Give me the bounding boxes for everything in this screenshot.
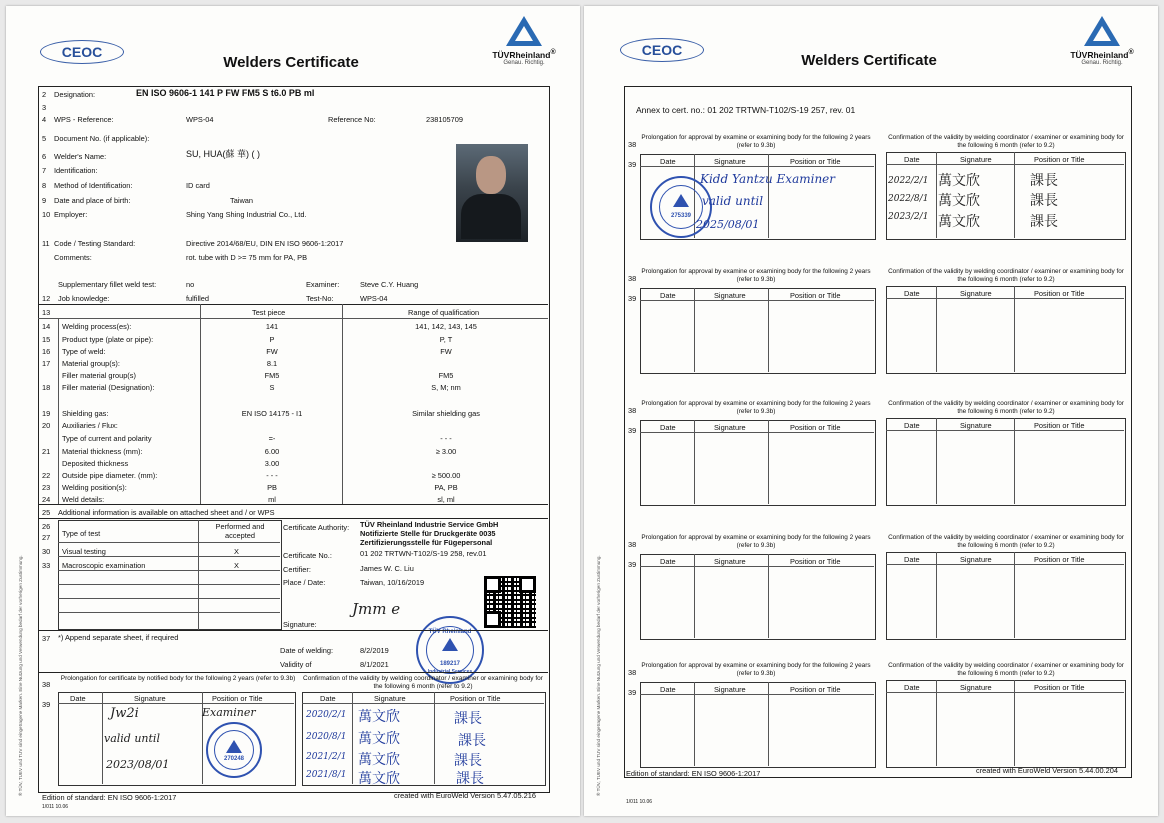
test-no-value: WPS-04 xyxy=(360,294,388,303)
spec-label: Material group(s): xyxy=(62,359,120,368)
place-date-value: Taiwan, 10/16/2019 xyxy=(360,578,425,587)
col-test-piece: Test piece xyxy=(252,308,286,317)
wps-reference-label: WPS - Reference: xyxy=(54,115,114,124)
row-number: 6 xyxy=(42,152,47,161)
annex-confirmation-table xyxy=(886,418,1126,506)
page-title: Welders Certificate xyxy=(801,52,937,69)
spec-test-value: FW xyxy=(266,347,278,356)
spec-range-value: Similar shielding gas xyxy=(412,409,480,418)
spec-label: Weld details: xyxy=(62,495,105,504)
certificate-page-1 xyxy=(6,6,580,816)
spec-range-value: FM5 xyxy=(438,371,454,380)
col-signature: Signature xyxy=(714,291,746,300)
ceoc-logo: CEOC xyxy=(40,40,124,64)
confirm-title-2: 課長 xyxy=(458,733,486,749)
annex-valid-date: 2025/08/01 xyxy=(696,218,760,231)
spec-range-value: S, M; nm xyxy=(431,383,461,392)
annex-prolongation-text: Prolongation for approval by examine or examining body for the following 2 years (refer to 9.3b) xyxy=(641,662,871,677)
spec-range-value: P, T xyxy=(439,335,453,344)
designation-value: EN ISO 9606-1 141 P FW FM5 S t6.0 PB ml xyxy=(136,88,315,98)
col-position: Position or Title xyxy=(790,157,841,166)
tuv-name: TÜVRheinland xyxy=(492,49,551,60)
spec-label: Welding position(s): xyxy=(62,483,127,492)
row-number: 38 xyxy=(628,140,637,149)
col-date: Date xyxy=(904,155,920,164)
stamp-number: 189217 xyxy=(439,661,461,667)
col-signature: Signature xyxy=(374,694,406,703)
spec-test-value: 3.00 xyxy=(264,459,280,468)
cert-no-value: 01 202 TRTWN-T102/S-19 258, rev.01 xyxy=(360,549,487,558)
spec-range-value: 141, 142, 143, 145 xyxy=(415,322,477,331)
comments-value: rot. tube with D >= 75 mm for PA, PB xyxy=(186,253,308,262)
row-number: 38 xyxy=(628,668,637,677)
col-signature: Signature xyxy=(960,155,992,164)
stamp-bottom-text: Industrial Services xyxy=(427,669,473,675)
annex-confirmation-table xyxy=(886,552,1126,640)
tests-head-type: Type of test xyxy=(62,529,101,538)
date-of-welding-value: 8/2/2019 xyxy=(360,646,389,655)
col-position: Position or Title xyxy=(450,694,501,703)
row-number: 7 xyxy=(42,166,47,175)
col-signature: Signature xyxy=(960,289,992,298)
spec-range-value: ≥ 500.00 xyxy=(431,471,461,480)
col-position: Position or Title xyxy=(1034,421,1085,430)
supplementary-label: Supplementary fillet weld test: xyxy=(58,280,157,289)
spec-test-value: 141 xyxy=(265,322,279,331)
tuv-logo xyxy=(484,16,564,66)
annex-prolongation-text: Prolongation for approval by examine or examining body for the following 2 years (refer to 9.3b) xyxy=(641,400,871,415)
confirm-signature-3: 萬文欣 xyxy=(358,752,400,768)
welder-name-label: Welder's Name: xyxy=(54,152,107,161)
footer-code: 1/011 10.06 xyxy=(626,799,653,805)
tuv-registered: ® xyxy=(1128,48,1134,56)
examiner-label: Examiner: xyxy=(306,280,340,289)
annex-confirmation-table xyxy=(886,680,1126,768)
spec-label: Outside pipe diameter. (mm): xyxy=(62,471,158,480)
col-signature: Signature xyxy=(134,694,166,703)
authority-line2: Notifizierte Stelle für Druckgeräte 0035 xyxy=(360,529,496,538)
validity-label: Validity of xyxy=(280,660,312,669)
annex-confirmation-text: Confirmation of the validity by welding coordinator / examiner or examining body for the following 6 month (refer to 9.2) xyxy=(888,662,1124,677)
employer-value: Shing Yang Shing Industrial Co., Ltd. xyxy=(186,210,307,219)
row-number: 8 xyxy=(42,181,47,190)
row-number: 23 xyxy=(42,483,51,492)
side-trademark-note: ® TÜV, TUEV und TUV sind eingetragene Marken. Eine Nutzung und Verwendung bedarf der vorherigen Zustimmung. xyxy=(18,555,23,796)
row-number: 15 xyxy=(42,335,51,344)
col-position: Position or Title xyxy=(790,423,841,432)
col-position: Position or Title xyxy=(1034,683,1085,692)
identification-label: Identification: xyxy=(54,166,98,175)
certifier-value: James W. C. Liu xyxy=(360,564,414,573)
additional-info: Additional information is available on attached sheet and / or WPS xyxy=(58,508,275,517)
row-number: 33 xyxy=(42,561,51,570)
tuv-name: TÜVRheinland xyxy=(1070,49,1129,60)
row-number: 26 xyxy=(42,522,51,531)
col-date: Date xyxy=(660,557,676,566)
spec-label: Material thickness (mm): xyxy=(62,447,143,456)
confirm-title-4: 課長 xyxy=(456,771,484,787)
col-signature: Signature xyxy=(960,421,992,430)
row-number: 17 xyxy=(42,359,51,368)
row-number: 16 xyxy=(42,347,51,356)
side-trademark-note: ® TÜV, TUEV und TUV sind eingetragene Marken. Eine Nutzung und Verwendung bedarf der vorherigen Zustimmung. xyxy=(596,555,601,796)
annex-confirmation-table xyxy=(886,286,1126,374)
certificate-page-2 xyxy=(584,6,1158,816)
confirm-signature-4: 萬文欣 xyxy=(358,771,400,787)
wps-reference-value: WPS-04 xyxy=(186,115,214,124)
spec-label: Product type (plate or pipe): xyxy=(62,335,154,344)
row-number: 37 xyxy=(42,634,51,643)
col-signature: Signature xyxy=(960,555,992,564)
tuv-registered: ® xyxy=(550,48,556,56)
row-number: 2 xyxy=(42,90,47,99)
col-date: Date xyxy=(320,694,336,703)
col-date: Date xyxy=(660,291,676,300)
row-number: 30 xyxy=(42,547,51,556)
reference-no-value: 238105709 xyxy=(426,115,463,124)
page-title: Welders Certificate xyxy=(223,54,359,71)
confirmation-text: Confirmation of the validity by welding coordinator / examiner or examining body for the following 6 month (refer to 9.2) xyxy=(303,675,543,690)
birth-value: Taiwan xyxy=(230,196,254,205)
stamp-number: 275339 xyxy=(670,213,692,219)
row-number: 38 xyxy=(628,540,637,549)
row-number: 3 xyxy=(42,103,47,112)
spec-range-value: sl, ml xyxy=(437,495,455,504)
spec-label: Filler material group(s) xyxy=(62,371,136,380)
annex-reference: Annex to cert. no.: 01 202 TRTWN-T102/S-19 257, rev. 01 xyxy=(636,105,856,115)
footer-standard: Edition of standard: EN ISO 9606-1:2017 xyxy=(626,769,761,778)
footer-code: 1/011 10.06 xyxy=(42,804,69,810)
test-no-label: Test-No: xyxy=(306,294,334,303)
row-number: 38 xyxy=(42,680,51,689)
testing-standard-label: Code / Testing Standard: xyxy=(54,239,136,248)
welder-photo xyxy=(456,144,528,242)
footer-version: created with EuroWeld Version 5.44.00.204 xyxy=(976,766,1119,775)
annex-confirmation-text: Confirmation of the validity by welding coordinator / examiner or examining body for the following 6 month (refer to 9.2) xyxy=(888,400,1124,415)
col-date: Date xyxy=(904,555,920,564)
confirm-title-1: 課長 xyxy=(454,711,482,727)
annex-confirmation-text: Confirmation of the validity by welding coordinator / examiner or examining body for the following 6 month (refer to 9.2) xyxy=(888,268,1124,283)
annex-prolongation-text: Prolongation for approval by examine or examining body for the following 2 years (refer to 9.3b) xyxy=(641,534,871,549)
spec-range-value: ≥ 3.00 xyxy=(435,447,457,456)
row-number: 13 xyxy=(42,308,51,317)
spec-label: Deposited thickness xyxy=(62,459,129,468)
qr-code xyxy=(484,576,536,628)
annex-confirmation-text: Confirmation of the validity by welding coordinator / examiner or examining body for the following 6 month (refer to 9.2) xyxy=(888,534,1124,549)
place-date-label: Place / Date: xyxy=(283,578,326,587)
job-knowledge-value: fulfilled xyxy=(186,294,210,303)
spec-test-value: S xyxy=(269,383,275,392)
test-visual-mark: X xyxy=(234,547,239,556)
row-number: 39 xyxy=(628,160,637,169)
spec-test-value: PB xyxy=(267,483,277,492)
row-number: 21 xyxy=(42,447,51,456)
birth-label: Date and place of birth: xyxy=(54,196,131,205)
row-number: 39 xyxy=(42,700,51,709)
row-number: 24 xyxy=(42,495,51,504)
spec-test-value: ml xyxy=(268,495,276,504)
tuv-logo xyxy=(1062,16,1142,66)
tuv-slogan: Genau. Richtig. xyxy=(1081,59,1123,66)
examiner-value: Steve C.Y. Huang xyxy=(360,280,419,289)
test-visual: Visual testing xyxy=(62,547,106,556)
row-number: 22 xyxy=(42,471,51,480)
annex-confirmation-text: Confirmation of the validity by welding coordinator / examiner or examining body for the following 6 month (refer to 9.2) xyxy=(888,134,1124,149)
identification-method-value: ID card xyxy=(186,181,210,190)
spec-range-value: PA, PB xyxy=(434,483,458,492)
col-date: Date xyxy=(660,423,676,432)
row-number: 38 xyxy=(628,274,637,283)
col-position: Position or Title xyxy=(790,291,841,300)
tests-head-performed: Performed and accepted xyxy=(215,522,265,540)
identification-method-label: Method of Identification: xyxy=(54,181,133,190)
spec-range-value: FW xyxy=(440,347,452,356)
spec-range-value: - - - xyxy=(440,434,452,443)
job-knowledge-label: Job knowledge: xyxy=(58,294,110,303)
authority-line1: TÜV Rheinland Industrie Service GmbH xyxy=(360,520,499,529)
row-number: 9 xyxy=(42,196,47,205)
footer-version: created with EuroWeld Version 5.47.05.216 xyxy=(394,791,537,800)
annex-confirm-date-1: 2022/2/1 xyxy=(888,176,929,186)
annex-examiner-signature: Kidd Yantzu Examiner xyxy=(700,172,836,186)
test-macro-mark: X xyxy=(234,561,239,570)
row-number: 5 xyxy=(42,134,47,143)
spec-test-value: 6.00 xyxy=(264,447,280,456)
confirm-date-4: 2021/8/1 xyxy=(306,770,347,780)
spec-label: Welding process(es): xyxy=(62,322,132,331)
document-no-label: Document No. (if applicable): xyxy=(54,134,150,143)
spec-label: Auxiliaries / Flux: xyxy=(62,421,118,430)
testing-standard-value: Directive 2014/68/EU, DIN EN ISO 9606-1:2017 xyxy=(186,239,344,248)
annex-confirm-date-3: 2023/2/1 xyxy=(888,212,929,222)
prolong-signature: Jw2i xyxy=(110,706,139,721)
col-date: Date xyxy=(660,685,676,694)
col-position: Position or Title xyxy=(790,685,841,694)
annex-prolongation-text: Prolongation for approval by examine or examining body for the following 2 years (refer to 9.3b) xyxy=(641,134,871,149)
spec-test-value: P xyxy=(269,335,275,344)
confirm-date-2: 2020/8/1 xyxy=(306,732,347,742)
comments-label: Comments: xyxy=(54,253,92,262)
validity-value: 8/1/2021 xyxy=(360,660,389,669)
row-number: 27 xyxy=(42,533,51,542)
col-date: Date xyxy=(904,421,920,430)
confirm-signature-1: 萬文欣 xyxy=(358,709,400,725)
prolongation-text: Prolongation for certificate by notified body for the following 2 years (refer to 9.3b) xyxy=(60,675,296,682)
spec-test-value: =- xyxy=(268,434,276,443)
spec-label: Shielding gas: xyxy=(62,409,109,418)
col-range: Range of qualification xyxy=(408,308,480,317)
annex-confirm-signature-2: 萬文欣 xyxy=(938,193,980,209)
spec-test-value: FM5 xyxy=(264,371,280,380)
col-signature: Signature xyxy=(714,557,746,566)
prolong-title: Examiner xyxy=(202,706,256,719)
test-macro: Macroscopic examination xyxy=(62,561,146,570)
tuv-slogan: Genau. Richtig. xyxy=(503,59,545,66)
row-number: 19 xyxy=(42,409,51,418)
tuv-triangle-icon xyxy=(1084,16,1120,46)
date-of-welding-label: Date of welding: xyxy=(280,646,333,655)
footer-standard: Edition of standard: EN ISO 9606-1:2017 xyxy=(42,793,177,802)
spec-label: Filler material (Designation): xyxy=(62,383,155,392)
tuv-stamp xyxy=(206,722,262,778)
col-date: Date xyxy=(904,683,920,692)
tuv-stamp xyxy=(416,616,484,684)
confirm-date-1: 2020/2/1 xyxy=(306,710,347,720)
row-number: 11 xyxy=(42,239,50,248)
annex-confirm-signature-3: 萬文欣 xyxy=(938,214,980,230)
employer-label: Employer: xyxy=(54,210,88,219)
annex-confirm-title-2: 課長 xyxy=(1030,193,1058,209)
cert-no-label: Certificate No.: xyxy=(283,551,332,560)
col-date: Date xyxy=(660,157,676,166)
row-number: 39 xyxy=(628,688,637,697)
row-number: 18 xyxy=(42,383,51,392)
annex-prolongation-text: Prolongation for approval by examine or examining body for the following 2 years (refer to 9.3b) xyxy=(641,268,871,283)
confirm-title-3: 課長 xyxy=(454,753,482,769)
row-number: 4 xyxy=(42,115,47,124)
ceoc-logo: CEOC xyxy=(620,38,704,62)
append-note: *) Append separate sheet, if required xyxy=(58,633,179,642)
welder-name-value: SU, HUA(蘇 華) ( ) xyxy=(186,149,260,159)
prolong-valid: valid until xyxy=(104,732,160,745)
supplementary-value: no xyxy=(186,280,195,289)
col-position: Position or Title xyxy=(1034,289,1085,298)
designation-label: Designation: xyxy=(54,90,96,99)
row-number: 39 xyxy=(628,426,637,435)
col-position: Position or Title xyxy=(790,557,841,566)
row-number: 38 xyxy=(628,406,637,415)
row-number: 25 xyxy=(42,508,51,517)
spec-label: Type of weld: xyxy=(62,347,106,356)
confirm-signature-2: 萬文欣 xyxy=(358,731,400,747)
reference-no-label: Reference No: xyxy=(328,115,376,124)
signature-label: Signature: xyxy=(283,620,317,629)
row-number: 14 xyxy=(42,322,51,331)
annex-confirm-signature-1: 萬文欣 xyxy=(938,173,980,189)
col-signature: Signature xyxy=(714,157,746,166)
col-position: Position or Title xyxy=(1034,155,1085,164)
certifier-signature: Jmm e xyxy=(352,600,401,618)
annex-confirm-title-1: 課長 xyxy=(1030,173,1058,189)
col-date: Date xyxy=(904,289,920,298)
authority-label: Certificate Authority: xyxy=(283,523,350,532)
col-position: Position or Title xyxy=(1034,555,1085,564)
prolongation-table xyxy=(58,692,296,786)
annex-confirm-title-3: 課長 xyxy=(1030,214,1058,230)
spec-label: Type of current and polarity xyxy=(62,434,152,443)
spec-test-value: - - - xyxy=(266,471,278,480)
annex-valid-until: valid until xyxy=(702,194,764,208)
tuv-triangle-icon xyxy=(506,16,542,46)
col-signature: Signature xyxy=(960,683,992,692)
annex-confirm-date-2: 2022/8/1 xyxy=(888,194,929,204)
row-number: 12 xyxy=(42,294,51,303)
row-number: 39 xyxy=(628,560,637,569)
stamp-top-text: TÜV Rheinland xyxy=(428,629,472,635)
row-number: 39 xyxy=(628,294,637,303)
col-signature: Signature xyxy=(714,685,746,694)
col-date: Date xyxy=(70,694,86,703)
row-number: 10 xyxy=(42,210,51,219)
confirm-date-3: 2021/2/1 xyxy=(306,752,347,762)
prolong-date: 2023/08/01 xyxy=(106,758,170,771)
certifier-label: Certifier: xyxy=(283,565,311,574)
spec-test-value: EN ISO 14175 - I1 xyxy=(241,409,303,418)
authority-line3: Zertifizierungsstelle für Fügepersonal xyxy=(360,538,493,547)
col-signature: Signature xyxy=(714,423,746,432)
spec-test-value: 8.1 xyxy=(266,359,278,368)
col-position: Position or Title xyxy=(212,694,263,703)
stamp-number: 270248 xyxy=(223,756,245,762)
row-number: 20 xyxy=(42,421,51,430)
